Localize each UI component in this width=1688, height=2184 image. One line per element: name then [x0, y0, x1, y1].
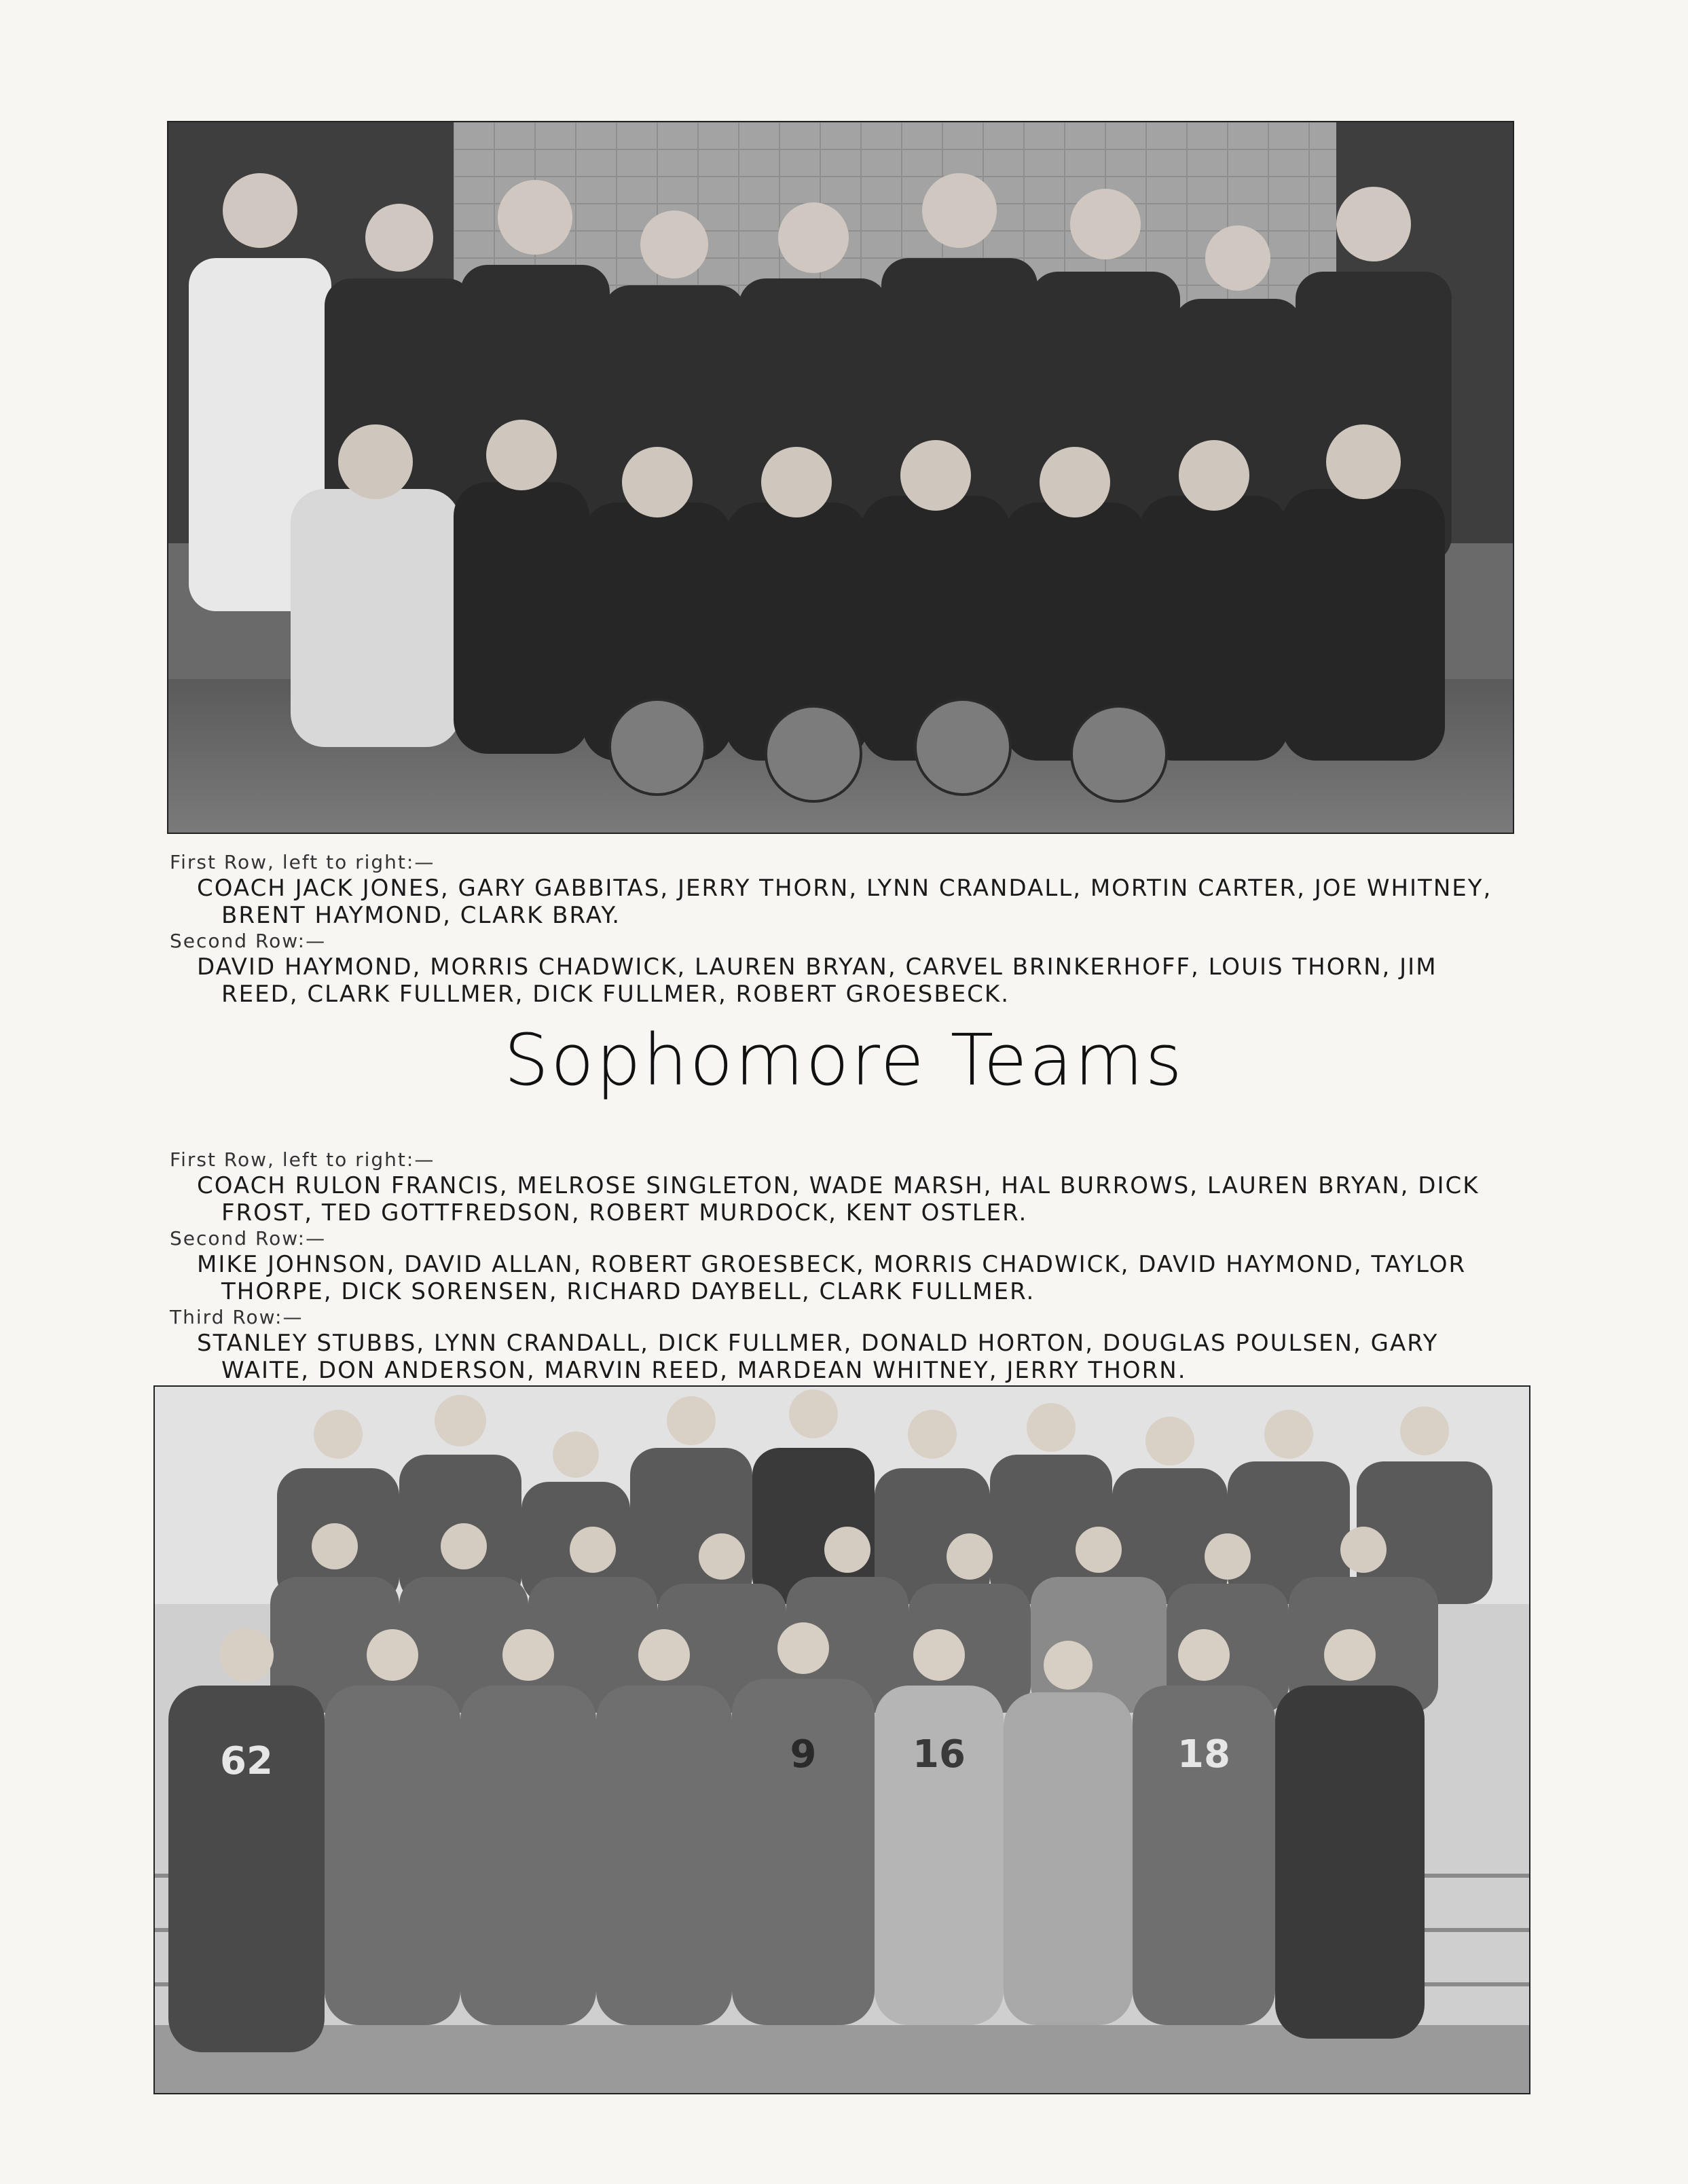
basketball-photo-illustration [168, 122, 1513, 833]
names-line: COACH RULON FRANCIS, MELROSE SINGLETON, WADE MARSH, HAL BURROWS, LAUREN BRYAN, DICK [197, 1172, 1480, 1199]
names-line: COACH JACK JONES, GARY GABBITAS, JERRY THORN, LYNN CRANDALL, MORTIN CARTER, JOE WHITNEY, [197, 875, 1492, 902]
names-line-continued: FROST, TED GOTTFREDSON, ROBERT MURDOCK, KENT OSTLER. [221, 1199, 1028, 1226]
bottom-photo-caption [170, 1148, 1501, 1384]
jersey-number: 9 [790, 1732, 817, 1777]
row-label: First Row, left to right:— [170, 1148, 435, 1171]
names-line-continued: BRENT HAYMOND, CLARK BRAY. [221, 902, 621, 929]
football-team-photo [153, 1385, 1530, 2094]
names-line-continued: REED, CLARK FULLMER, DICK FULLMER, ROBERT GROESBECK. [221, 981, 1010, 1008]
row-names [170, 875, 1501, 929]
names-line-continued: WAITE, DON ANDERSON, MARVIN REED, MARDEAN WHITNEY, JERRY THORN. [221, 1357, 1187, 1384]
football-photo-illustration [155, 1387, 1529, 2093]
row-label: Second Row:— [170, 1227, 327, 1250]
names-line-continued: THORPE, DICK SORENSEN, RICHARD DAYBELL, CLARK FULLMER. [221, 1278, 1035, 1305]
jersey-number: 16 [913, 1732, 966, 1777]
names-line: DAVID HAYMOND, MORRIS CHADWICK, LAUREN BRYAN, CARVEL BRINKERHOFF, LOUIS THORN, JIM [197, 953, 1437, 981]
row-names [170, 1172, 1501, 1226]
row-label: Second Row:— [170, 930, 327, 952]
top-photo-caption [170, 850, 1501, 1008]
row-names [170, 953, 1501, 1008]
section-title: Sophomore Teams [504, 1019, 1184, 1102]
names-line: STANLEY STUBBS, LYNN CRANDALL, DICK FULLMER, DONALD HORTON, DOUGLAS POULSEN, GARY [197, 1330, 1439, 1357]
basketball-team-photo [167, 121, 1514, 834]
row-names [170, 1330, 1501, 1384]
row-label: First Row, left to right:— [170, 851, 435, 873]
row-label: Third Row:— [170, 1306, 304, 1328]
row-names [170, 1251, 1501, 1305]
jersey-number: 18 [1177, 1732, 1230, 1777]
jersey-number: 62 [220, 1739, 273, 1783]
names-line: MIKE JOHNSON, DAVID ALLAN, ROBERT GROESBECK, MORRIS CHADWICK, DAVID HAYMOND, TAYLOR [197, 1251, 1467, 1278]
